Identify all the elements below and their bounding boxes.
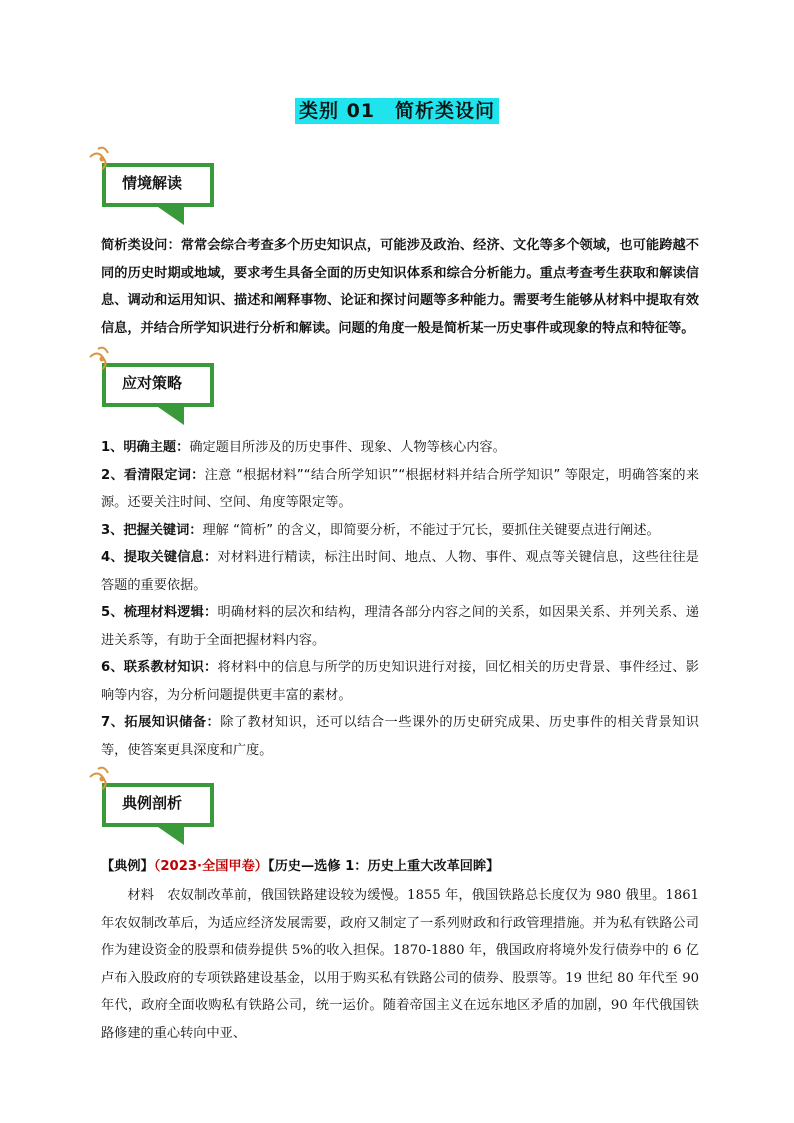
example-material: 材料 农奴制改革前，俄国铁路建设较为缓慢。1855 年，俄国铁路总长度仅为 980 俄里。1861 年农奴制改革后，为适应经济发展需要，政府又制定了一系列财政和行政管理措施。并为私有铁路公司作为建设资金的股票和债券提供 5%的收入担保。1870-1880 年，俄国政府将境外发行债券中的 6 亿卢布入股政府的专项铁路建设基金，以用于购买私有铁路公司的债券、股票等。19 世纪 80 年代至 90 年代，政府全面收购私有铁路公司，统一运价。随着帝国主义在远东地区矛盾的加剧，90 年代俄国铁路修建的重心转向中亚、 (101, 888, 699, 1041)
item-lead: 3、把握关键词： (101, 522, 203, 538)
list-item (101, 709, 699, 764)
item-text: 注意 “根据材料”“结合所学知识”“根据材料并结合所学知识” 等限定，明确答案的来源。还要关注时间、空间、角度等限定等。 (101, 467, 700, 510)
item-text: 理解 “简析” 的含义，即简要分析，不能过于冗长，要抓住关键要点进行阐述。 (202, 522, 660, 538)
item-text: 除了教材知识，还可以结合一些课外的历史研究成果、历史事件的相关背景知识等，使答案更具深度和广度。 (101, 715, 699, 758)
list-item (101, 462, 699, 517)
example-header (101, 855, 699, 874)
example-topic: 【历史—选修 1：历史上重大改革回眸】 (268, 859, 500, 874)
section-header-situation (84, 145, 224, 227)
page-title (0, 96, 794, 123)
section-header-strategy (84, 345, 224, 427)
item-text: 对材料进行精读，标注出时间、地点、人物、事件、观点等关键信息，这些往往是答题的重要依据。 (101, 550, 699, 593)
item-text: 确定题目所涉及的历史事件、现象、人物等核心内容。 (189, 440, 506, 455)
item-lead: 5、梳理材料逻辑： (101, 605, 218, 620)
list-item (101, 599, 699, 654)
example-tag: 【典例】 (101, 859, 154, 874)
situation-paragraph: 简析类设问：常常会综合考查多个历史知识点，可能涉及政治、经济、文化等多个领域，也可能跨越不同的历史时期或地域，要求考生具备全面的历史知识体系和综合分析能力。重点考查考生获取和解读信息、调动和运用知识、描述和阐释事物、论证和探讨问题等多种能力。需要考生能够从材料中提取有效信息，并结合所学知识进行分析和解读。问题的角度一般是简析某一历史事件或现象的特点和特征等。 (101, 238, 699, 336)
section-label-situation: 情境解读 (121, 174, 182, 192)
item-lead: 4、提取关键信息： (101, 550, 218, 565)
example-source: （2023·全国甲卷） (153, 859, 268, 874)
section-label-example: 典例剖析 (121, 794, 182, 812)
item-lead: 1、明确主题： (101, 440, 190, 455)
strategy-list (101, 434, 699, 764)
item-text: 将材料中的信息与所学的历史知识进行对接，回忆相关的历史背景、事件经过、影响等内容，为分析问题提供更丰富的素材。 (101, 660, 699, 703)
item-lead: 7、拓展知识储备： (101, 715, 221, 730)
section-label-strategy: 应对策略 (121, 374, 182, 392)
list-item (101, 544, 699, 599)
page-title-text: 类别 01 简析类设问 (295, 98, 499, 124)
list-item (101, 434, 699, 462)
list-item (101, 654, 699, 709)
section-header-example (84, 765, 224, 847)
item-lead: 6、联系教材知识： (101, 660, 218, 675)
item-lead: 2、看清限定词： (101, 467, 205, 483)
item-text: 明确材料的层次和结构，理清各部分内容之间的关系，如因果关系、并列关系、递进关系等，有助于全面把握材料内容。 (101, 605, 699, 648)
list-item (101, 517, 699, 545)
